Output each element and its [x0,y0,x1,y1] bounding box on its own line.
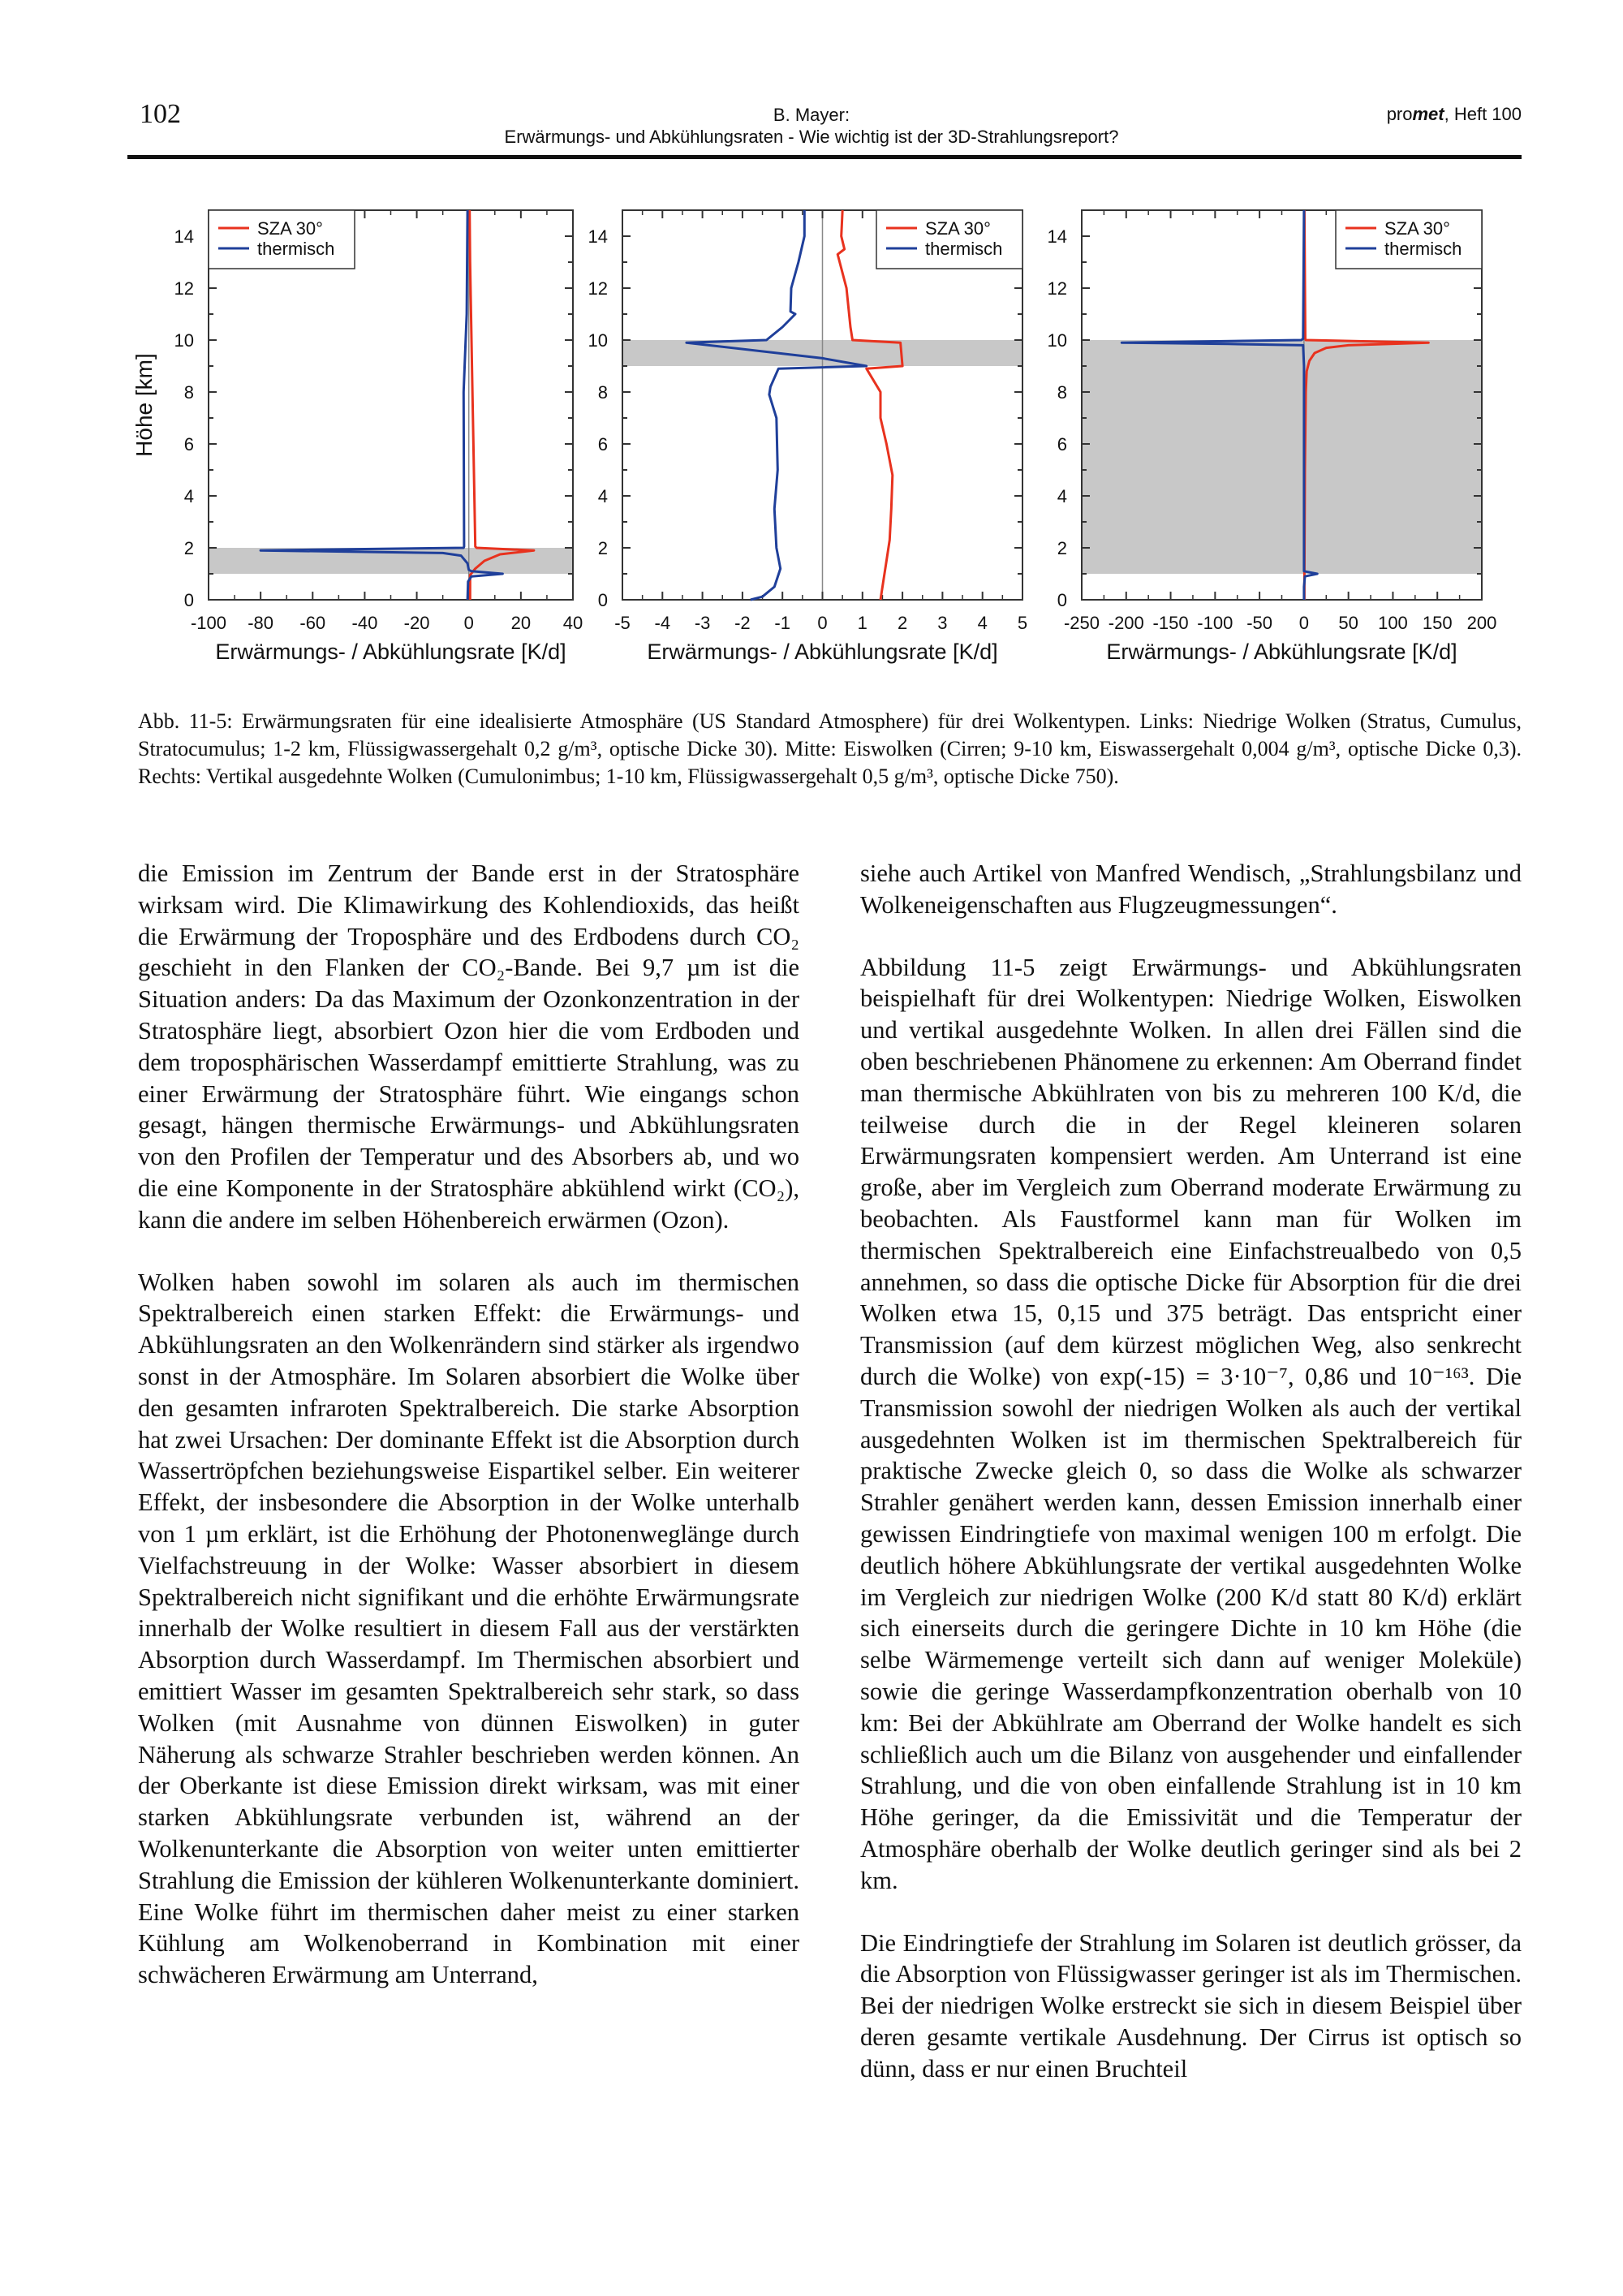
x-tick-label: -150 [1152,613,1189,633]
x-axis-label: Erwärmungs- / Abkühlungsrate [K/d] [647,640,998,664]
y-tick-label: 8 [1057,382,1067,403]
x-tick-label: -40 [351,613,378,633]
x-tick-label: -1 [774,613,790,633]
paragraph: die Emission im Zentrum der Bande erst in der Stratosphäre wirksam wird. Die Klimawirkung des Kohlendioxids, das heißt die Erwärmung der Troposphäre und des Erdbodens durch CO₂ geschieht in den Flanken der CO₂-Bande. Bei 9,7 µm ist die Situation anders: Da das Maximum der Ozonkonzentration in der Stratosphäre liegt, absorbiert Ozon hier die vom Erdboden und dem troposphärischen Wasserdampf emittierte Strahlung, was zu einer Erwärmung der Stratosphäre führt. Wie eingangs schon gesagt, hängen thermische Erwärmungs- und Abkühlungsraten von den Profilen der Temperatur und des Absorbers ab, und wo die eine Komponente in der Stratosphäre abkühlend wirkt (CO₂), kann die andere im selben Höhenbereich erwärmen (Ozon). [138,859,799,1234]
y-tick-label: 14 [174,226,194,247]
legend-label: SZA 30° [1384,218,1450,239]
x-tick-label: 3 [937,613,948,633]
x-tick-label: -200 [1108,613,1144,633]
x-tick-label: -5 [614,613,631,633]
legend-label: SZA 30° [257,218,323,239]
y-tick-label: 8 [597,382,608,403]
x-tick-label: 1 [857,613,867,633]
y-tick-label: 6 [1057,434,1067,454]
legend-label: thermisch [1384,239,1462,259]
y-tick-label: 12 [1047,278,1067,299]
y-tick-label: 6 [183,434,194,454]
x-tick-label: -60 [299,613,326,633]
x-tick-label: -3 [694,613,711,633]
series-line-thermisch [687,210,867,600]
paragraph: Wolken haben sowohl im solaren als auch im thermischen Spektralbereich einen starken Effekt: die Erwärmungs- und Abkühlungsraten an den Wolkenrändern sind stärker als irgendwo sonst in der Atmosphäre. Im Solaren absorbiert die Wolke über den gesamten infraroten Spektralbereich. Die starke Absorption hat zwei Ursachen: Der dominante Effekt ist die Absorption durch Wassertröpfchen beziehungsweise Eispartikel selber. Ein weiterer Effekt, der insbesondere die Absorption in der Wolke unterhalb von 1 µm erklärt, ist die Erhöhung der Photonenweglänge durch Vielfachstreuung in der Wolke: Wasser absorbiert in diesem Spektralbereich nicht signifikant und die erhöhte Erwärmungsrate innerhalb der Wolke resultiert in diesem Fall aus der verstärkten Absorption durch Wasserdampf. Im Thermischen absorbiert und emittiert Wasser im gesamten Spektralbereich sehr stark, so dass Wolken (mit Ausnahme von dünnen Eiswolken) in guter Näherung als schwarze Strahler beschrieben werden können. An der Oberkante ist diese Emission direkt wirksam, was mit einer starken Abkühlungsrate verbunden ist, während an der Wolkenunterkante die Absorption von weiter unten emittierter Strahlung die Emission der kühleren Wolkenunterkante dominiert. Eine Wolke führt im thermischen daher meist zu einer starken Kühlung am Wolkenoberrand in Kombination mit einer schwächeren Erwärmung am Unterrand, [138,1268,799,1989]
x-tick-label: 50 [1338,613,1358,633]
x-tick-label: 0 [1298,613,1310,633]
y-tick-label: 8 [183,382,194,403]
x-tick-label: 40 [562,613,583,633]
y-axis-label: Höhe [km] [131,353,157,457]
x-tick-label: 20 [510,613,532,633]
paragraph: Abbildung 11-5 zeigt Erwärmungs- und Abkühlungsraten beispielhaft für drei Wolkentypen: Niedrige Wolken, Eiswolken und vertikal ausgedehnte Wolken. In allen drei Fällen sind die oben beschriebenen Phänomene zu erkennen: Am Oberrand findet man thermische Abkühlraten von bis zu mehreren 100 K/d, die teilweise durch die in der Regel kleineren solaren Erwärmungsraten kompensiert werden. Am Unterrand ist eine große, aber im Vergleich zum Oberrand moderate Erwärmung zu beobachten. Als Faustformel kann man für Wolken im thermischen Spektralbereich eine Einfachstreualbedo von 0,5 annehmen, so dass die optische Dicke für Absorption für die drei Wolken etwa 15, 0,15 und 375 beträgt. Das entspricht einer Transmission (auf dem kürzest möglichen Weg, also senkrecht durch die Wolke) von exp(-15) = 3·10⁻⁷, 0,86 und 10⁻¹⁶³. Die Transmission sowohl der niedrigen Wolken als auch der vertikal ausgedehnten Wolken ist im thermischen Spektralbereich für praktische Zwecke gleich 0, so dass die Wolke als schwarzer Strahler genähert werden kann, dessen Emission innerhalb einer gewissen Eindringtiefe von maximal wenigen 100 m erfolgt. Die deutlich höhere Abkühlungsrate der vertikal ausgedehnten Wolke im Vergleich zur niedrigen Wolke (200 K/d statt 80 K/d) erklärt sich einerseits durch die geringere Dichte in 10 km Höhe (die selbe Wärmemenge verteilt sich dann auf weniger Moleküle) sowie die geringe Wasserdampfkonzentration oberhalb von 10 km: Bei der Abkühlrate am Oberrand der Wolke handelt es sich schließlich auch um die Bilanz von ausgehender und einfallender Strahlung, und die von oben einfallende Strahlung ist in 10 km Höhe geringer, da die Emissivität und die Temperatur der Atmosphäre oberhalb der Wolke deutlich geringer sind als bei 2 km. [860,953,1522,1894]
x-tick-label: -250 [1063,613,1100,633]
header-author: B. Mayer: [773,105,850,125]
x-tick-label: 100 [1378,613,1408,633]
x-tick-label: -2 [734,613,751,633]
cloud-layer-band [1082,340,1482,574]
paragraph: siehe auch Artikel von Manfred Wendisch, „Strahlungsbilanz und Wolkeneigenschaften aus Flugzeugmessungen“. [860,859,1522,919]
journal-suffix: , Heft 100 [1444,104,1522,124]
legend-label: SZA 30° [925,218,991,239]
y-tick-label: 4 [183,486,194,506]
x-tick-label: 2 [897,613,908,633]
y-tick-label: 14 [588,226,608,247]
y-tick-label: 12 [588,278,608,299]
journal-bold: met [1412,104,1444,124]
right-column [860,858,1522,2115]
legend-label: thermisch [925,239,1003,259]
figure-caption: Abb. 11-5: Erwärmungsraten für eine idealisierte Atmosphäre (US Standard Atmosphere) für drei Wolkentypen. Links: Niedrige Wolken (Stratus, Cumulus, Stratocumulus; 1-2 km, Flüssigwassergehalt 0,2 g/m³, optische Dicke 30). Mitte: Eiswolken (Cirren; 9-10 km, Eiswassergehalt 0,004 g/m³, optische Dicke 0,3). Rechts: Vertikal ausgedehnte Wolken (Cumulonimbus; 1-10 km, Flüssigwassergehalt 0,5 g/m³, optische Dicke 750). [138,709,1522,788]
page-number: 102 [140,99,181,129]
journal-prefix: pro [1386,104,1413,124]
y-tick-label: 4 [597,486,608,506]
y-tick-label: 2 [597,538,608,558]
y-tick-label: 2 [183,538,194,558]
x-tick-label: 5 [1017,613,1028,633]
y-tick-label: 2 [1057,538,1067,558]
series-line-sza-30 [470,210,534,600]
x-tick-label: -20 [403,613,430,633]
y-tick-label: 14 [1047,226,1067,247]
x-tick-label: 4 [977,613,988,633]
left-column [138,858,799,2022]
y-tick-label: 4 [1057,486,1067,506]
y-tick-label: 0 [183,590,194,610]
y-tick-label: 0 [1057,590,1067,610]
y-tick-label: 12 [174,278,194,299]
y-tick-label: 10 [588,330,608,351]
x-tick-label: 200 [1466,613,1497,633]
x-tick-label: 150 [1422,613,1453,633]
y-tick-label: 10 [1047,330,1067,351]
y-tick-label: 6 [597,434,608,454]
x-tick-label: -100 [1197,613,1233,633]
y-tick-label: 10 [174,330,194,351]
paragraph: Die Eindringtiefe der Strahlung im Solaren ist deutlich grösser, da die Absorption von Flüssigwasser geringer ist als im Thermischen. Bei der niedrigen Wolke erstreckt sie sich in diesem Beispiel über deren gesamte vertikale Ausdehnung. Der Cirrus ist optisch so dünn, dass er nur einen Bruchteil [860,1928,1522,2083]
x-tick-label: -80 [248,613,274,633]
x-tick-label: 0 [463,613,474,633]
x-tick-label: 0 [817,613,828,633]
x-tick-label: -100 [190,613,227,633]
x-tick-label: -4 [654,613,671,633]
x-tick-label: -50 [1246,613,1273,633]
figure-11-5 [0,0,1623,698]
y-tick-label: 0 [597,590,608,610]
x-axis-label: Erwärmungs- / Abkühlungsrate [K/d] [215,640,566,664]
header-title: Erwärmungs- und Abkühlungsraten - Wie wichtig ist der 3D-Strahlungsreport? [504,127,1119,147]
x-axis-label: Erwärmungs- / Abkühlungsrate [K/d] [1106,640,1457,664]
legend-label: thermisch [257,239,335,259]
